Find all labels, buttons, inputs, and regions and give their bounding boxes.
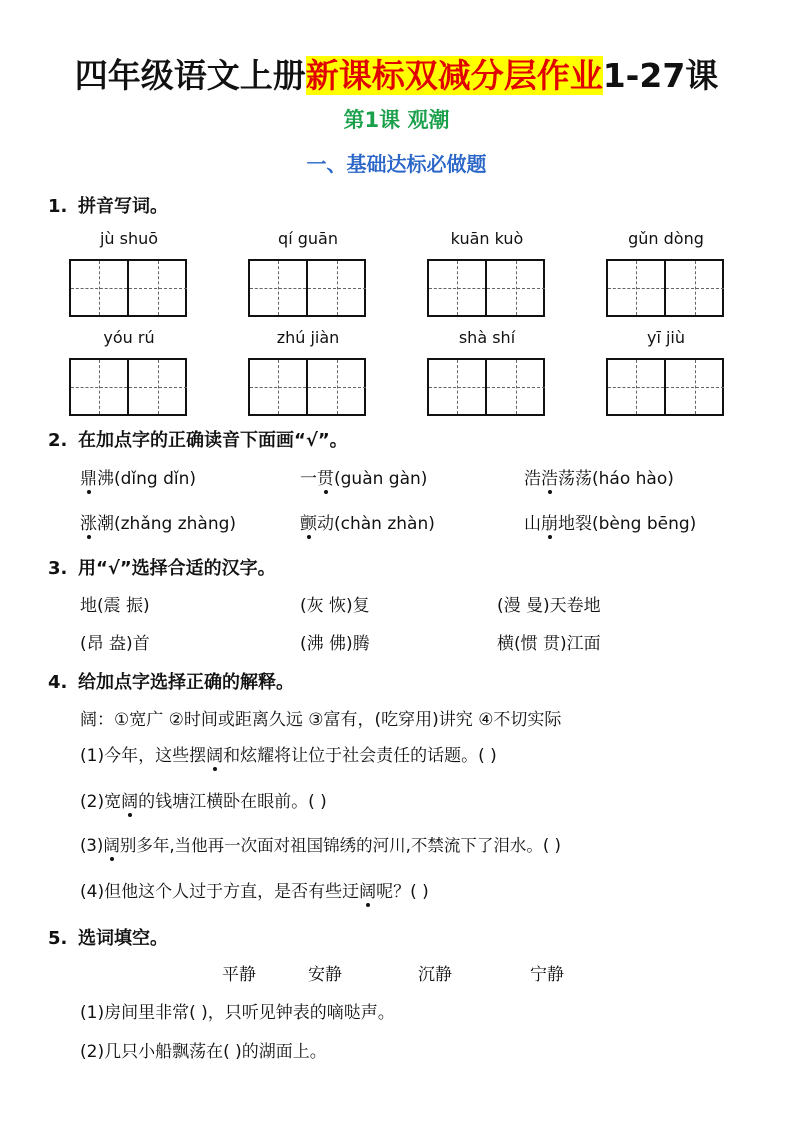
grid-cell[interactable] [129, 261, 187, 315]
grid-cell[interactable] [308, 360, 366, 414]
writing-grid[interactable] [248, 358, 366, 416]
pinyin-label: kuān kuò [450, 229, 524, 248]
sentence-text: 呢？( ) [376, 882, 429, 902]
reading-choices: (guàn gàn) [334, 469, 428, 489]
dotted-char: 浩 [541, 464, 558, 489]
q5-number: 5. [48, 928, 68, 949]
grid-cell[interactable] [429, 261, 487, 315]
dotted-char: 阔 [206, 741, 223, 766]
sentence-text: (4)但他这个人过于方直，是否有些迂 [80, 882, 360, 902]
sentence-text: 和炫耀将让位于社会责任的话题。( ) [223, 746, 497, 766]
writing-grid[interactable] [248, 259, 366, 317]
pinyin-label: qí guān [278, 229, 338, 248]
reading-choices: 荡荡(háo hào) [558, 469, 674, 489]
writing-grid[interactable] [427, 259, 545, 317]
dotted-char: 鼎 [80, 464, 97, 489]
q1-number: 1. [48, 196, 68, 217]
dotted-char: 阔 [103, 832, 120, 856]
sentence-item [80, 741, 497, 766]
q2-number: 2. [48, 430, 68, 451]
sentence-text: 的钱塘江横卧在眼前。( ) [138, 792, 327, 812]
q3-heading [48, 554, 276, 580]
reading-word-part: 山 [524, 514, 541, 534]
pinyin-label: gǔn dòng [628, 229, 704, 248]
char-choice: (沸 佛)腾 [300, 634, 370, 654]
writing-grid[interactable] [69, 358, 187, 416]
page-title [0, 50, 793, 97]
q3-number: 3. [48, 558, 68, 579]
dotted-char: 贯 [317, 464, 334, 489]
title-highlight: 新课标双减分层作业 [305, 56, 603, 95]
grid-cell[interactable] [608, 261, 666, 315]
fill-sentence: (2)几只小船飘荡在( )的湖面上。 [80, 1042, 327, 1062]
sentence-text: (1)今年，这些摆 [80, 746, 207, 766]
writing-grid[interactable] [427, 358, 545, 416]
pinyin-label: yóu rú [103, 328, 155, 347]
pinyin-label: shà shí [458, 328, 516, 347]
char-choice: (灰 恢)复 [300, 596, 370, 616]
reading-item [80, 509, 236, 534]
reading-item [300, 464, 427, 489]
reading-word-part: 浩 [524, 469, 541, 489]
dotted-char: 阔 [121, 787, 138, 812]
reading-item [524, 509, 696, 534]
q5-title: 选词填空。 [78, 928, 168, 949]
pinyin-label: yī jiù [646, 328, 686, 347]
q4-title: 给加点字选择正确的解释。 [78, 672, 294, 693]
dotted-char: 阔 [359, 877, 376, 902]
sentence-item [80, 877, 429, 902]
reading-item [300, 509, 435, 534]
q4-heading [48, 668, 294, 694]
word-option: 沉静 [418, 965, 452, 985]
title-prefix: 四年级语文上册 [74, 56, 306, 95]
sentence-text: 别多年,当他再一次面对祖国锦绣的河川,不禁流下了泪水。( ) [119, 836, 561, 855]
grid-cell[interactable] [429, 360, 487, 414]
grid-cell[interactable] [666, 261, 724, 315]
grid-cell[interactable] [487, 261, 545, 315]
pinyin-label: zhú jiàn [276, 328, 340, 347]
q1-title: 拼音写词。 [78, 196, 168, 217]
sentence-item [80, 787, 327, 812]
grid-cell[interactable] [129, 360, 187, 414]
word-option: 宁静 [530, 965, 564, 985]
grid-cell[interactable] [71, 360, 129, 414]
dotted-char: 崩 [541, 509, 558, 534]
section-title: 一、基础达标必做题 [306, 152, 487, 176]
writing-grid[interactable] [606, 259, 724, 317]
dotted-char: 涨 [80, 509, 97, 534]
reading-choices: 沸(dǐng dǐn) [97, 469, 197, 489]
title-suffix: 1-27课 [602, 56, 719, 95]
sentence-item [80, 832, 561, 856]
reading-choices: 潮(zhǎng zhàng) [97, 514, 237, 534]
q1-heading [48, 192, 168, 218]
word-option: 安静 [308, 965, 342, 985]
grid-cell[interactable] [250, 261, 308, 315]
dotted-char: 颤 [300, 509, 317, 534]
fill-sentence: (1)房间里非常( )，只听见钟表的嘀哒声。 [80, 1003, 395, 1023]
char-choice: (昂 盎)首 [80, 634, 150, 654]
q4-number: 4. [48, 672, 68, 693]
pinyin-label: jù shuō [99, 229, 159, 248]
q2-heading [48, 426, 348, 452]
reading-item [80, 464, 196, 489]
writing-grid[interactable] [69, 259, 187, 317]
writing-grid[interactable] [606, 358, 724, 416]
q2-title: 在加点字的正确读音下面画“√”。 [78, 430, 348, 451]
grid-cell[interactable] [666, 360, 724, 414]
grid-cell[interactable] [308, 261, 366, 315]
grid-cell[interactable] [608, 360, 666, 414]
sentence-text: (3) [80, 836, 104, 855]
char-choice: 横(惯 贯)江面 [497, 634, 601, 654]
reading-word-part: 一 [300, 469, 317, 489]
q3-title: 用“√”选择合适的汉字。 [78, 558, 276, 579]
char-choice: 地(震 振) [80, 596, 150, 616]
word-option: 平静 [222, 965, 256, 985]
reading-item [524, 464, 674, 489]
reading-choices: 地裂(bèng bēng) [558, 514, 697, 534]
q5-heading [48, 924, 168, 950]
grid-cell[interactable] [250, 360, 308, 414]
reading-choices: 动(chàn zhàn) [317, 514, 435, 534]
grid-cell[interactable] [487, 360, 545, 414]
sentence-text: (2)宽 [80, 792, 122, 812]
definition-line: 阔：①宽广 ②时间或距离久远 ③富有，(吃穿用)讲究 ④不切实际 [80, 710, 562, 730]
char-choice: (漫 曼)天卷地 [497, 596, 601, 616]
grid-cell[interactable] [71, 261, 129, 315]
lesson-title: 第1课 观潮 [343, 108, 450, 132]
